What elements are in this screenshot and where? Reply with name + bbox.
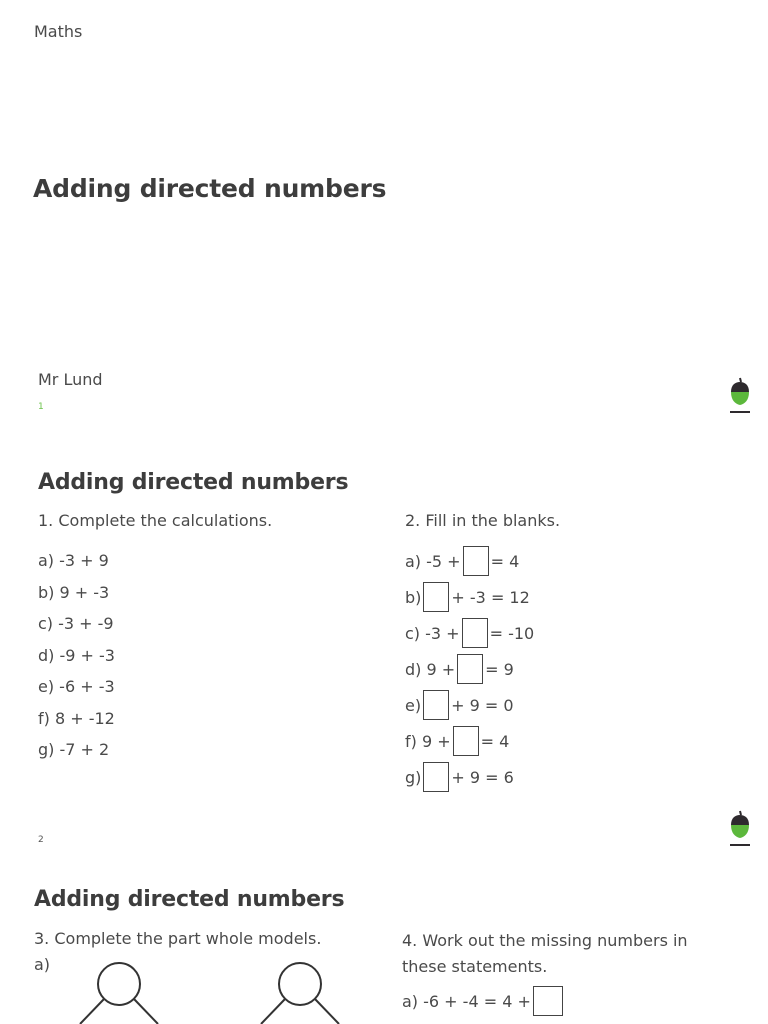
teacher-name: Mr Lund <box>38 370 103 389</box>
part-a-label: a) <box>34 955 51 974</box>
part-whole-model <box>261 963 339 1024</box>
subject-label: Maths <box>34 22 83 41</box>
acorn-logo-icon <box>728 809 752 849</box>
part-whole-models <box>40 955 370 1024</box>
answer-box[interactable] <box>423 690 449 720</box>
calc-item: c) -3 + -9 <box>38 614 114 633</box>
blank-item <box>405 687 534 723</box>
question-3-text: 3. Complete the part whole models. <box>34 929 322 948</box>
blank-item <box>405 579 534 615</box>
blank-after: = 9 <box>485 659 514 679</box>
whole-circle[interactable] <box>98 963 140 1005</box>
blank-after: = 4 <box>490 551 520 571</box>
blank-label: d) 9 + <box>405 659 456 679</box>
answer-box[interactable] <box>462 618 488 648</box>
blank-item <box>405 651 534 687</box>
calc-item: g) -7 + 2 <box>38 740 110 759</box>
blank-item <box>405 759 534 795</box>
blank-item <box>405 615 534 651</box>
blank-label: b) <box>405 587 422 607</box>
page-number: 2 <box>38 835 44 845</box>
answer-box[interactable] <box>533 986 563 1016</box>
calc-item: a) -3 + 9 <box>38 551 109 570</box>
calculations-list <box>38 551 115 772</box>
blank-label: c) -3 + <box>405 623 460 643</box>
q4-item-text: a) -6 + -4 = 4 + <box>402 991 531 1011</box>
question-4-text: 4. Work out the missing numbers in these statements. <box>402 931 688 976</box>
calc-item: f) 8 + -12 <box>38 708 115 728</box>
section-title: Adding directed numbers <box>34 887 345 912</box>
blank-after: = -10 <box>489 623 535 643</box>
calc-item: e) -6 + -3 <box>38 677 115 696</box>
answer-box[interactable] <box>457 654 483 684</box>
blank-after: + -3 = 12 <box>451 587 530 607</box>
answer-box[interactable] <box>423 762 449 792</box>
answer-box[interactable] <box>423 582 449 612</box>
page-number: 1 <box>38 402 44 412</box>
calc-item: b) 9 + -3 <box>38 582 110 602</box>
lesson-title: Adding directed numbers <box>33 174 387 203</box>
blank-after: + 9 = 6 <box>451 767 514 787</box>
acorn-logo-icon <box>728 376 752 416</box>
q4-item <box>402 986 565 1016</box>
section-title: Adding directed numbers <box>38 470 349 495</box>
blank-item <box>405 543 534 579</box>
answer-box[interactable] <box>453 726 479 756</box>
question-1-text: 1. Complete the calculations. <box>38 511 273 530</box>
blank-item <box>405 723 534 759</box>
blank-after: = 4 <box>480 731 510 751</box>
blank-label: f) 9 + <box>405 731 451 751</box>
calc-item: d) -9 + -3 <box>38 645 115 665</box>
blank-label: a) -5 + <box>405 551 461 571</box>
answer-box[interactable] <box>463 546 489 576</box>
blank-label: e) <box>405 695 422 715</box>
question-2-text: 2. Fill in the blanks. <box>405 511 561 530</box>
part-whole-model <box>80 963 158 1024</box>
fill-blanks-list <box>405 543 534 795</box>
whole-circle[interactable] <box>279 963 321 1005</box>
blank-after: + 9 = 0 <box>451 695 514 715</box>
blank-label: g) <box>405 767 422 787</box>
